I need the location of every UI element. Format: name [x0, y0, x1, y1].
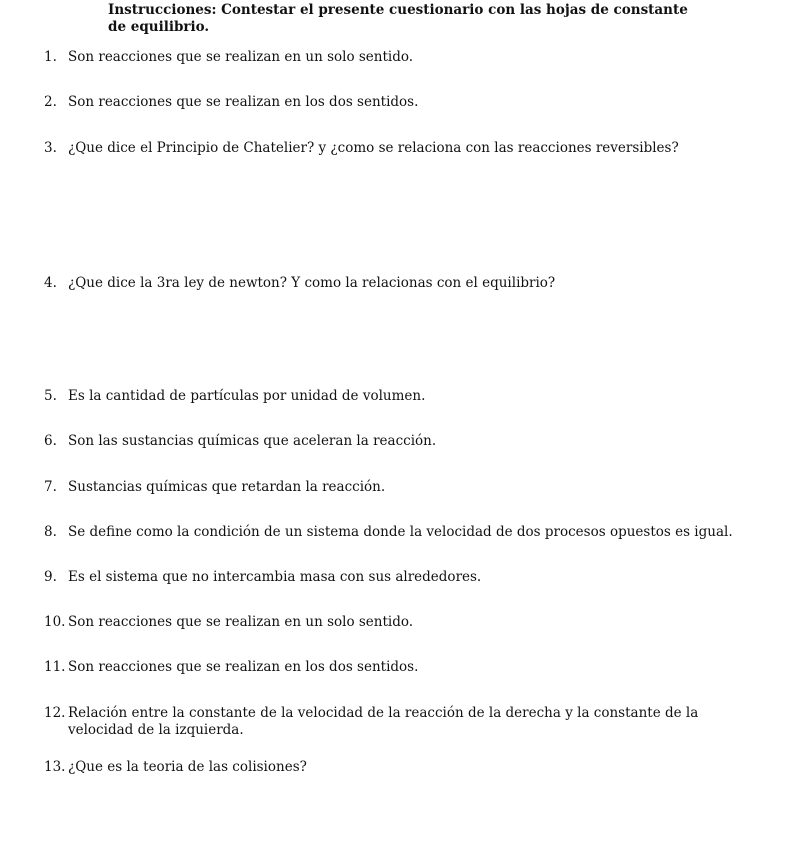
question-text: Sustancias químicas que retardan la reacción.: [68, 479, 386, 495]
question-item: [44, 140, 744, 157]
question-item: [44, 569, 744, 586]
question-text: Son las sustancias químicas que aceleran la reacción.: [68, 433, 437, 449]
question-number: 10.: [44, 614, 66, 630]
question-text: ¿Que es la teoria de las colisiones?: [68, 759, 307, 775]
question-number: 11.: [44, 659, 66, 675]
question-number: 13.: [44, 759, 66, 775]
question-text: Son reacciones que se realizan en un solo sentido.: [68, 614, 414, 630]
question-number: 3.: [44, 140, 57, 156]
question-number: 5.: [44, 388, 57, 404]
question-number: 4.: [44, 275, 57, 291]
question-item: [44, 705, 744, 739]
question-text: Son reacciones que se realizan en los dos sentidos.: [68, 94, 419, 110]
question-number: 9.: [44, 569, 57, 585]
question-text: Relación entre la constante de la velocidad de la reacción de la derecha y la constante de la velocidad de la izquierda.: [68, 705, 699, 738]
question-number: 8.: [44, 524, 57, 540]
question-item: [44, 479, 744, 496]
question-item: [44, 388, 744, 405]
question-number: 12.: [44, 705, 66, 721]
question-item: [44, 94, 744, 111]
question-text: ¿Que dice el Principio de Chatelier? y ¿como se relaciona con las reacciones reversibles?: [68, 140, 679, 156]
question-text: Son reacciones que se realizan en un solo sentido.: [68, 49, 414, 65]
question-text: Es el sistema que no intercambia masa con sus alrededores.: [68, 569, 482, 585]
question-item: [44, 433, 744, 450]
question-number: 6.: [44, 433, 57, 449]
question-text: Se define como la condición de un sistema donde la velocidad de dos procesos opuestos es igual.: [68, 524, 733, 540]
question-item: [44, 614, 744, 631]
question-item: [44, 759, 744, 776]
question-item: [44, 524, 744, 541]
question-number: 1.: [44, 49, 57, 65]
question-text: ¿Que dice la 3ra ley de newton? Y como la relacionas con el equilibrio?: [68, 275, 556, 291]
question-item: [44, 275, 744, 292]
question-item: [44, 659, 744, 676]
question-item: [44, 49, 744, 66]
question-text: Son reacciones que se realizan en los dos sentidos.: [68, 659, 419, 675]
question-number: 2.: [44, 94, 57, 110]
question-text: Es la cantidad de partículas por unidad de volumen.: [68, 388, 426, 404]
instructions-heading: Instrucciones: Contestar el presente cuestionario con las hojas de constante de equilibrio.: [108, 2, 688, 35]
question-number: 7.: [44, 479, 57, 495]
